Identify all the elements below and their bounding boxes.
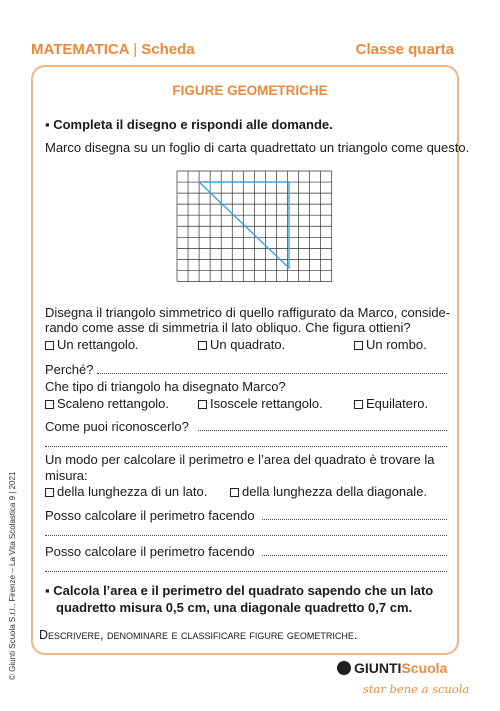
q3-line2: misura: — [45, 468, 88, 483]
option-rombo[interactable]: Un rombo. — [354, 337, 427, 352]
option-lato[interactable]: della lunghezza di un lato. — [45, 484, 207, 499]
checkbox-icon[interactable] — [45, 400, 54, 409]
learning-objective: Descrivere, denominare e classificare figure geometriche. — [39, 628, 358, 642]
option-scaleno[interactable]: Scaleno rettangolo. — [45, 396, 169, 411]
option-quadrato[interactable]: Un quadrato. — [198, 337, 285, 352]
answer-line-recognize-1[interactable] — [198, 430, 447, 431]
q2-text: Che tipo di triangolo ha disegnato Marco? — [45, 379, 286, 394]
giunti-g-icon — [337, 661, 351, 675]
intro-text: Marco disegna su un foglio di carta quadrettato un triangolo come questo. — [45, 140, 470, 155]
answer-line-perimeter-1a[interactable] — [262, 519, 447, 520]
why-label: Perché? — [45, 362, 94, 377]
answer-line-perimeter-2b[interactable] — [45, 571, 447, 572]
perimeter-label-2: Posso calcolare il perimetro facendo — [45, 544, 255, 559]
checkbox-icon[interactable] — [354, 400, 363, 409]
q3-line1: Un modo per calcolare il perimetro e l’area del quadrato è trovare la — [45, 452, 435, 467]
page-title: FIGURE GEOMETRICHE — [172, 83, 328, 98]
side-credit: © Giunti Scuola S.r.l., Firenze – La Vita Scolastica 9 | 2021 — [8, 471, 17, 680]
instruction-first: ▪ Completa il disegno e rispondi alle domande. — [45, 117, 333, 132]
square-grid — [177, 171, 332, 282]
instruction-last-1: ▪ Calcola l’area e il perimetro del quadrato sapendo che un lato — [45, 583, 434, 598]
option-isoscele[interactable]: Isoscele rettangolo. — [198, 396, 323, 411]
instruction-last-2: quadretto misura 0,5 cm, una diagonale quadretto 0,7 cm. — [56, 600, 413, 615]
checkbox-icon[interactable] — [198, 341, 207, 350]
subject-label: MATEMATICA — [31, 41, 130, 58]
q1-line2: rando come asse di simmetria il lato obliquo. Che figura ottieni? — [45, 320, 411, 335]
class-label: Classe quarta — [355, 41, 454, 58]
q1-line1: Disegna il triangolo simmetrico di quello raffigurato da Marco, conside- — [45, 305, 451, 320]
answer-line-perimeter-1b[interactable] — [45, 535, 447, 536]
checkbox-icon[interactable] — [230, 488, 239, 497]
option-rettangolo[interactable]: Un rettangolo. — [45, 337, 139, 352]
perimeter-label-1: Posso calcolare il perimetro facendo — [45, 508, 255, 523]
answer-line-why[interactable] — [97, 373, 447, 374]
checkbox-icon[interactable] — [45, 488, 54, 497]
header-separator: | — [133, 41, 138, 58]
triangle — [199, 182, 289, 268]
recognize-label: Come puoi riconoscerlo? — [45, 419, 189, 434]
option-equilatero[interactable]: Equilatero. — [354, 396, 428, 411]
checkbox-icon[interactable] — [354, 341, 363, 350]
answer-line-perimeter-2a[interactable] — [262, 555, 447, 556]
option-diagonale[interactable]: della lunghezza della diagonale. — [230, 484, 427, 499]
checkbox-icon[interactable] — [45, 341, 54, 350]
kind-label: Scheda — [141, 41, 195, 58]
answer-line-recognize-2[interactable] — [45, 446, 447, 447]
logo-tagline: star bene a scuola — [363, 682, 470, 696]
publisher-logo: GIUNTIScuola — [337, 660, 447, 678]
checkbox-icon[interactable] — [198, 400, 207, 409]
